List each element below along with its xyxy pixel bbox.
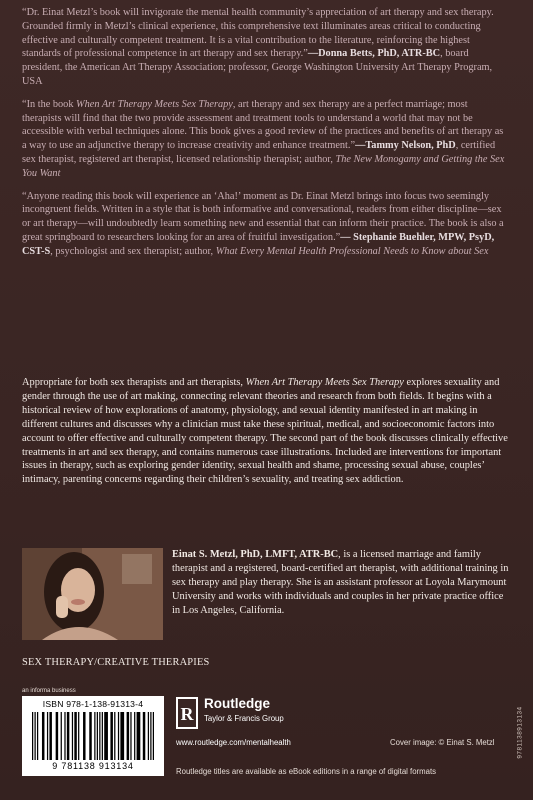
barcode-bar: [74, 712, 76, 760]
endorsement-attribution: —Tammy Nelson, PhD: [355, 140, 456, 152]
barcode-bar: [114, 712, 115, 760]
barcode-bar: [127, 712, 129, 760]
isbn-label: ISBN 978-1-138-91313-4: [42, 699, 144, 709]
author-bio: Einat S. Metzl, PhD, LMFT, ATR-BC, is a licensed marriage and family therapist and a registered, board-certified art therapist, with additional training in sex therapy and play therapy. She is an assistant professor at Loyola Marymount University and works with individuals and couples in her private practice office in Los Angeles, California.: [172, 549, 509, 616]
ebook-note: Routledge titles are available as eBook editions in a range of digital formats: [176, 767, 437, 776]
barcode-bar: [64, 712, 65, 760]
barcode: [32, 712, 154, 760]
endorsement-attribution: —Donna Betts, PhD, ATR-BC: [307, 48, 441, 60]
barcode-bar: [150, 712, 151, 760]
informa-tagline: an informa business: [22, 688, 76, 694]
barcode-bar: [61, 712, 62, 760]
barcode-bar: [110, 712, 112, 760]
publisher-name: Routledge: [204, 696, 270, 711]
cover-image-credit: Cover image: © Einat S. Metzl: [390, 738, 495, 747]
barcode-bar: [78, 712, 79, 760]
barcode-bar: [42, 712, 44, 760]
endorsements: [22, 6, 508, 268]
barcode-bar: [37, 712, 38, 760]
endorsement-nelson: “In the book When Art Therapy Meets Sex Therapy, art therapy and sex therapy are a perfect marriage; most therapists will find that the two provide assessment and treatment tools to understand a world that may not be accessible with verbal techniques alone. This book gives a good review of the practices and benefits of art therapy as a way to use an adjunctive therapy to increase creativity and enhance treatment.”—Tammy Nelson, PhD, certified sex therapist, registered art therapist, licensed relationship therapist; author, The New Monogamy and Getting the Sex You Want: [22, 98, 505, 179]
author-name: Einat S. Metzl, PhD, LMFT, ATR-BC: [172, 549, 339, 560]
barcode-bar: [130, 712, 131, 760]
publisher-url: www.routledge.com/mentalhealth: [176, 738, 291, 747]
barcode-bar: [94, 712, 95, 760]
barcode-bar: [34, 712, 35, 760]
barcode-bar: [67, 712, 69, 760]
barcode-bar: [97, 712, 98, 760]
barcode-bar: [49, 712, 51, 760]
barcode-panel: [22, 696, 164, 776]
endorsement-betts: “Dr. Einat Metzl’s book will invigorate the mental health community’s appreciation of art therapy and sex therapy. Grounded firmly in Metzl’s clinical experience, this comprehensive text illuminates areas critical to conducting effective and culturally competent treatment. It is a vital contribution to the literature, reinforcing the highest standards of professional competence in art therapy and sex therapy.”—Donna Betts, PhD, ATR-BC, board president, the American Art Therapy Association; professor, George Washington University Art Therapy Program, USA: [22, 7, 494, 87]
subject-category: SEX THERAPY/CREATIVE THERAPIES: [22, 657, 210, 668]
barcode-bar: [72, 712, 73, 760]
barcode-bar: [104, 712, 108, 760]
barcode-bar: [137, 712, 141, 760]
barcode-bar: [56, 712, 58, 760]
spine-isbn: 9781138913134: [517, 705, 525, 759]
barcode-bar: [148, 712, 149, 760]
barcode-bar: [47, 712, 48, 760]
barcode-bar: [32, 712, 33, 760]
barcode-bar: [120, 712, 124, 760]
barcode-bar: [89, 712, 91, 760]
barcode-number: 9 781138 913134: [52, 761, 134, 771]
barcode-bar: [118, 712, 119, 760]
barcode-bar: [143, 712, 145, 760]
barcode-bar: [102, 712, 103, 760]
endorsement-attribution: — Stephanie Buehler, MPW, PsyD, CST-S: [22, 231, 495, 257]
author-photo: [22, 548, 163, 640]
barcode-bar: [134, 712, 135, 760]
endorsement-buehler: “Anyone reading this book will experience an ‘Aha!’ moment as Dr. Einat Metzl brings into focus two seemingly incongruent fields. Written in a style that is both informative and conversational, readers from either discipline—sex or art therapy—will undoubtedly learn something new and essential that can inform their practice. The book is also a great springboard to researchers looking for an area of fruitful investigation.”— Stephanie Buehler, MPW, PsyD, CST-S, psychologist and sex therapist; author, What Every Mental Health Professional Needs to Know about Sex: [22, 190, 504, 257]
barcode-bar: [99, 712, 100, 760]
barcode-bar: [153, 712, 154, 760]
publisher-group: Taylor & Francis Group: [204, 714, 284, 723]
routledge-logo-letter: R: [180, 704, 194, 724]
barcode-bar: [83, 712, 85, 760]
routledge-logo-icon: [176, 697, 198, 729]
book-description: Appropriate for both sex therapists and art therapists, When Art Therapy Meets Sex Therapy explores sexuality and gender through the use of art making, connecting relevant theories and research from both fields. It begins with a historical review of how explorations of anatomy, physiology, and sexual identity manifested in art making in different cultures and discusses why a clinician must take these spiritual, medical, and socioeconomic factors into account to offer effective and culturally competent therapy. The second part of the book discusses clinically effective treatments in art and sex therapy, and contains numerous case illustrations. Included are interventions for important issues in therapy, such as exploring gender identity, sexual health and shame, processing sexual abuse, couples’ intimacy, parenting concerns regarding their children’s sexuality, and treating sex addiction.: [22, 377, 508, 486]
